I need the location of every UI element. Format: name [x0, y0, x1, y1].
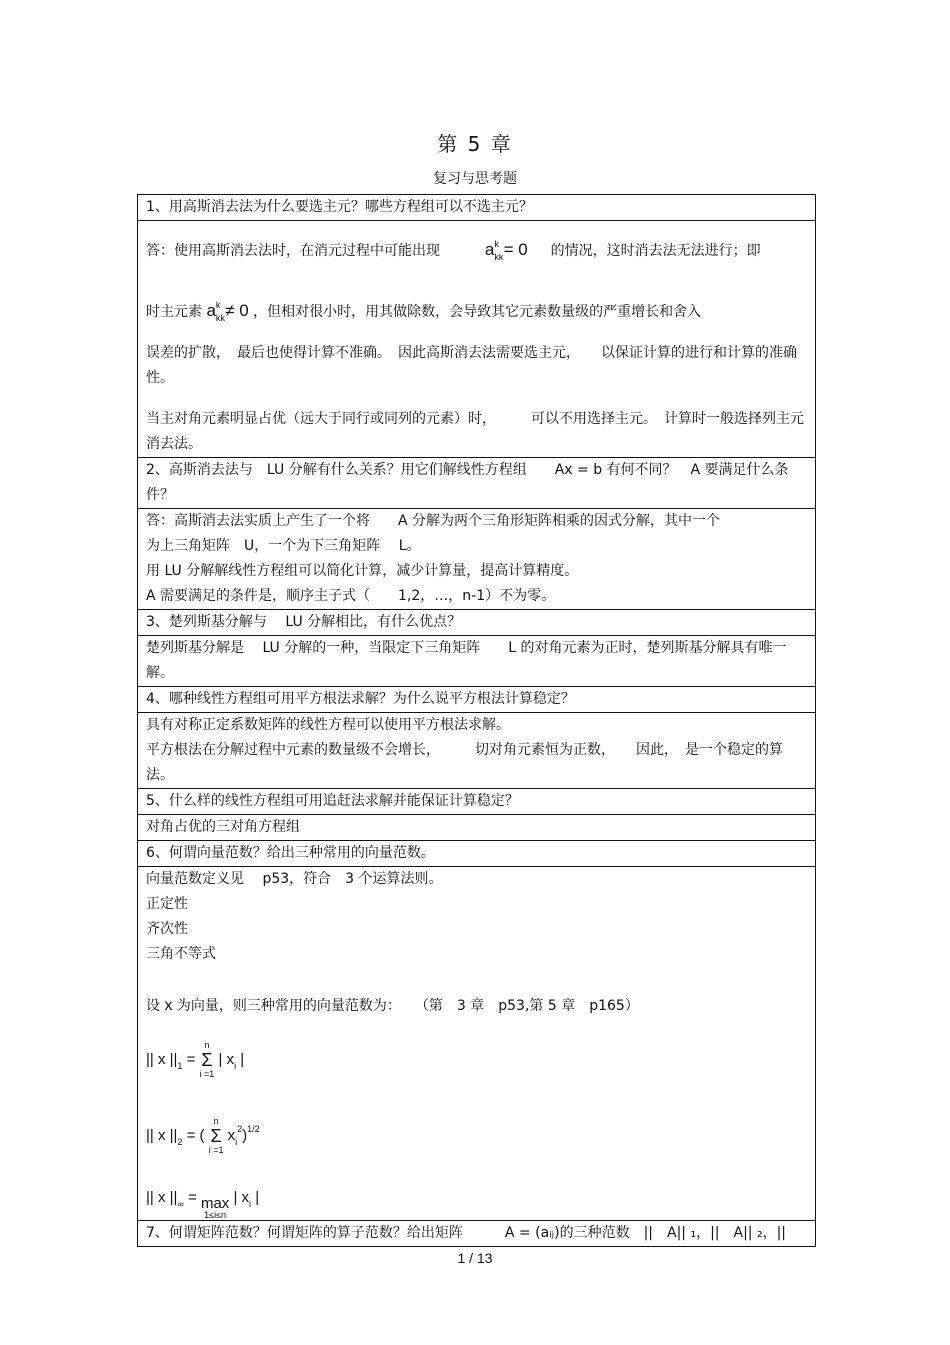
norm-2-rhs-sup: 2 — [237, 1124, 243, 1134]
norm-2-exponent: 1/2 — [247, 1124, 260, 1134]
question-row-6 — [138, 841, 816, 867]
norm-1-formula — [146, 1033, 809, 1109]
answer-2-line-3: 用 LU 分解解线性方程组可以简化计算，减少计算量，提高计算精度。 — [146, 563, 579, 579]
question-3: 3、楚列斯基分解与 LU 分解相比，有什么优点？ — [138, 610, 816, 636]
norm-2-eq: = ( — [182, 1127, 205, 1144]
norm-1-sub: 1 — [177, 1060, 183, 1071]
answer-6-text-post: 为向量，则三种常用的向量范数为： （第 3 章 p53,第 5 章 p165） — [176, 998, 639, 1014]
answer-2-line-4: A 需要满足的条件是，顺序主子式（ 1,2，…，n-1）不为零。 — [146, 588, 556, 604]
norm-2-rhs: x — [227, 1127, 236, 1144]
answer-1-line-4: 当主对角元素明显占优（远大于同行或同列的元素）时， 可以不用选择主元。 计算时一般选择列主元消去法。 — [146, 411, 804, 452]
sum-2-bottom: i =1 — [208, 1145, 224, 1156]
norm-2-formula — [146, 1109, 809, 1185]
norm-inf-sub: ∞ — [177, 1199, 184, 1209]
answer-1-text-a: 答：使用高斯消去法时，在消元过程中可能出现 — [146, 243, 440, 259]
question-row-7 — [138, 1221, 816, 1247]
norm-inf-rhs: | x — [233, 1189, 250, 1206]
answer-row-3 — [138, 636, 816, 687]
question-row-2 — [138, 458, 816, 509]
pivot-not-zero: ≠ 0 — [225, 301, 249, 320]
question-row-1 — [138, 195, 816, 221]
pivot-superscript-2: k — [215, 300, 221, 310]
max-label: max — [200, 1195, 230, 1212]
answer-1-text-c: 时主元素 — [146, 304, 202, 320]
pivot-superscript: k — [494, 239, 499, 249]
answer-4 — [138, 713, 816, 789]
pivot-subscript-2: kk — [215, 313, 225, 323]
qa-table — [137, 194, 816, 1247]
answer-6-line-4: 三角不等式 — [146, 946, 216, 962]
norm-inf-max — [201, 1196, 229, 1220]
answer-2-line-1: 答：高斯消去法实质上产生了一个将 A 分解为两个三角形矩阵相乘的因式分解，其中一个 — [146, 513, 721, 529]
question-row-3 — [138, 610, 816, 636]
norm-2-lhs: || x || — [146, 1127, 178, 1144]
answer-5: 对角占优的三对角方程组 — [138, 815, 816, 841]
norm-1-eq: = — [182, 1050, 200, 1068]
answer-4-line-1: 具有对称正定系数矩阵的线性方程可以使用平方根法求解。 — [146, 717, 510, 733]
norm-2-close: ) — [242, 1127, 248, 1144]
answer-row-6 — [138, 867, 816, 1221]
sum-1-bottom: i =1 — [199, 1069, 215, 1079]
answer-6-line-3: 齐次性 — [146, 921, 188, 937]
norm-inf-eq: = — [183, 1189, 201, 1206]
question-2: 2、高斯消去法与 LU 分解有什么关系？用它们解线性方程组 Ax = b 有何不同？ A 要满足什么条件？ — [138, 458, 816, 509]
answer-2 — [138, 509, 816, 610]
question-6: 6、何谓向量范数？给出三种常用的向量范数。 — [138, 841, 816, 867]
norm-inf-formula — [146, 1185, 809, 1220]
answer-1-line-2 — [146, 275, 809, 323]
pivot-zero-formula — [484, 239, 528, 262]
pivot-symbol: a — [484, 240, 495, 259]
question-1: 1、用高斯消去法为什么要选主元？哪些方程组可以不选主元？ — [138, 195, 816, 221]
pivot-equals-zero: = 0 — [503, 240, 528, 259]
max-range: 1≤i≤n — [204, 1210, 227, 1220]
norm-2-sum — [209, 1117, 224, 1155]
page-number: 1 / 13 — [457, 1250, 493, 1266]
answer-6-line-1: 向量范数定义见 p53，符合 3 个运算法则。 — [146, 871, 443, 887]
sum-2-sigma: Σ — [210, 1126, 222, 1147]
norm-2-rhs-sub: i — [235, 1137, 238, 1147]
norm-1-sum — [200, 1041, 215, 1079]
norm-inf-rhs-end: | — [251, 1189, 260, 1206]
section-subtitle: 复习与思考题 — [433, 171, 517, 187]
answer-1-line-3: 误差的扩散， 最后也使得计算不准确。 因此高斯消去法需要选主元， 以保证计算的进行和计算的准确性。 — [146, 345, 797, 386]
question-5: 5、什么样的线性方程组可用追赶法求解并能保证计算稳定？ — [138, 789, 816, 815]
pivot-subscript: kk — [494, 252, 504, 262]
norm-inf-rhs-sub: i — [249, 1199, 252, 1209]
answer-1 — [138, 221, 816, 458]
answer-6-text-pre: 设 — [146, 998, 160, 1014]
norm-1-rhs: | x — [218, 1050, 235, 1068]
answer-6-line-2: 正定性 — [146, 896, 188, 912]
answer-4-line-2: 平方根法在分解过程中元素的数量级不会增长， 切对角元素恒为正数， 因此， 是一个稳定的算法。 — [146, 742, 783, 783]
question-7: 7、何谓矩阵范数？何谓矩阵的算子范数？给出矩阵 A = (aᵢⱼ)的三种范数 || A|| ₁，|| A|| ₂，|| — [138, 1221, 816, 1247]
question-4: 4、哪种线性方程组可用平方根法求解？为什么说平方根法计算稳定？ — [138, 687, 816, 713]
norm-1-rhs-end: | — [236, 1050, 245, 1068]
sum-1-sigma: Σ — [201, 1050, 213, 1070]
norm-2-sub: 2 — [177, 1137, 183, 1147]
vector-x: x — [164, 997, 173, 1014]
answer-1-text-d: ，但相对很小时，用其做除数，会导致其它元素数量级的严重增长和舍入 — [253, 304, 702, 320]
question-row-4 — [138, 687, 816, 713]
pivot-nonzero-formula — [206, 300, 249, 323]
answer-6 — [138, 867, 816, 1221]
sum-1-top: n — [204, 1040, 210, 1050]
answer-row-2 — [138, 509, 816, 610]
answer-3: 楚列斯基分解是 LU 分解的一种，当限定下三角矩阵 L 的对角元素为正时，楚列斯基分解具有唯一解。 — [138, 636, 816, 687]
answer-1-line-1 — [146, 229, 809, 275]
answer-row-5 — [138, 815, 816, 841]
norm-1-lhs: || x || — [146, 1050, 178, 1068]
norm-1-rhs-sub: i — [234, 1060, 237, 1071]
sum-2-top: n — [213, 1116, 219, 1127]
answer-row-4 — [138, 713, 816, 789]
question-row-5 — [138, 789, 816, 815]
pivot-symbol-2: a — [206, 301, 216, 320]
answer-2-line-2: 为上三角矩阵 U，一个为下三角矩阵 L。 — [146, 538, 421, 554]
answer-6-line-5 — [146, 993, 809, 1019]
norm-inf-lhs: || x || — [146, 1189, 178, 1206]
chapter-title: 第 5 章 — [437, 132, 513, 156]
answer-row-1 — [138, 221, 816, 458]
answer-1-text-b: 的情况，这时消去法无法进行；即 — [550, 243, 761, 259]
